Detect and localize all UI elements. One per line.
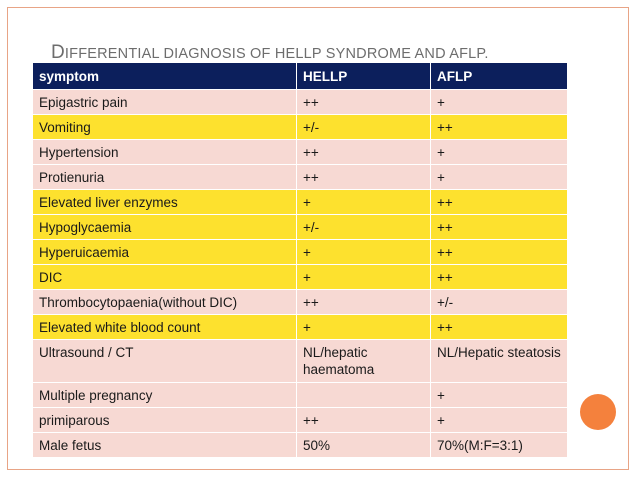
table-row [33,340,568,383]
symptom-cell: Vomiting [33,115,297,140]
hellp-cell [297,383,431,408]
table-row [33,433,568,458]
orange-circle-decoration [580,394,616,430]
column-header-aflp: AFLP [431,63,568,90]
symptom-cell: Thrombocytopaenia(without DIC) [33,290,297,315]
hellp-cell: + [297,190,431,215]
symptom-cell: Hypoglycaemia [33,215,297,240]
aflp-cell: + [431,165,568,190]
table-row [33,165,568,190]
aflp-cell: NL/Hepatic steatosis [431,340,568,383]
table-row [33,90,568,115]
symptom-cell: Hypertension [33,140,297,165]
hellp-cell: + [297,240,431,265]
aflp-cell: + [431,383,568,408]
symptom-cell: DIC [33,265,297,290]
column-header-symptom: symptom [33,63,297,90]
symptom-cell: Protienuria [33,165,297,190]
hellp-cell: ++ [297,165,431,190]
table-row [33,265,568,290]
hellp-cell: + [297,265,431,290]
aflp-cell: + [431,90,568,115]
symptom-cell: Ultrasound / CT [33,340,297,383]
table-row [33,240,568,265]
aflp-cell: +/- [431,290,568,315]
table-row [33,383,568,408]
column-header-hellp: HELLP [297,63,431,90]
table-row [33,315,568,340]
symptom-cell: Elevated liver enzymes [33,190,297,215]
table-row [33,190,568,215]
hellp-cell: ++ [297,140,431,165]
hellp-cell: + [297,315,431,340]
symptom-cell: Multiple pregnancy [33,383,297,408]
aflp-cell: 70%(M:F=3:1) [431,433,568,458]
symptom-cell: Elevated white blood count [33,315,297,340]
hellp-cell: NL/hepatic haematoma [297,340,431,383]
aflp-cell: ++ [431,240,568,265]
slide-title [51,29,489,66]
hellp-cell: ++ [297,90,431,115]
differential-diagnosis-table [32,62,568,458]
table-row [33,290,568,315]
hellp-cell: +/- [297,115,431,140]
table-row [33,408,568,433]
aflp-cell: ++ [431,315,568,340]
symptom-cell: Male fetus [33,433,297,458]
aflp-cell: ++ [431,190,568,215]
slide-title-initial: D [51,42,65,63]
symptom-cell: Hyperuicaemia [33,240,297,265]
hellp-cell: ++ [297,408,431,433]
hellp-cell: +/- [297,215,431,240]
table-header-row [33,63,568,90]
aflp-cell: ++ [431,115,568,140]
slide-title-rest: IFFERENTIAL DIAGNOSIS OF HELLP SYNDROME AND AFLP. [64,46,489,62]
table-row [33,140,568,165]
table-row [33,215,568,240]
symptom-cell: Epigastric pain [33,90,297,115]
symptom-cell: primiparous [33,408,297,433]
aflp-cell: + [431,408,568,433]
hellp-cell: ++ [297,290,431,315]
hellp-cell: 50% [297,433,431,458]
aflp-cell: ++ [431,265,568,290]
aflp-cell: + [431,140,568,165]
table-row [33,115,568,140]
aflp-cell: ++ [431,215,568,240]
